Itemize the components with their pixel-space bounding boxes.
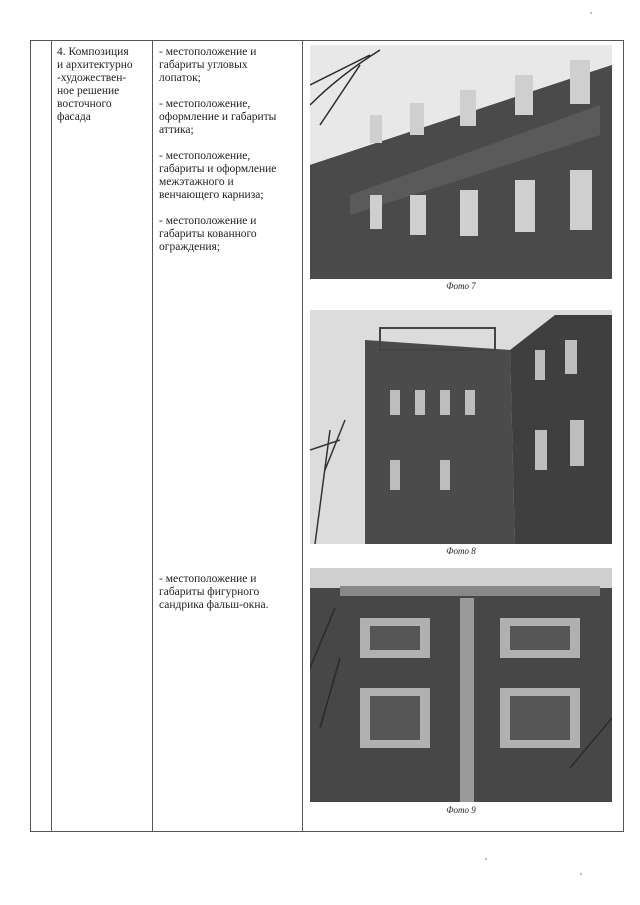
scan-speck (485, 858, 487, 860)
protected-items-list: - местоположение и габариты угловых лопаток; - местоположение, оформление и габариты аттика; - местоположение, габариты и оформление межэтажного и венчающего карниза; - местоположение и габариты кованного ограждения; (159, 46, 277, 253)
photo-8-caption: Фото 8 (446, 546, 476, 556)
element-title: 4. Композиция и архитектурно -художествен- ное решение восточного фасада (57, 46, 133, 123)
protected-items-list-2: - местоположение и габариты фигурного сандрика фальш-окна. (159, 573, 269, 611)
facade-photo-8 (310, 310, 612, 544)
photo-9-caption: Фото 9 (446, 805, 476, 815)
facade-photo-9 (310, 568, 612, 802)
column-divider (152, 41, 153, 831)
facade-photo-7 (310, 45, 612, 279)
photo-7-caption: Фото 7 (446, 281, 476, 291)
document-table (30, 40, 624, 832)
column-divider (51, 41, 52, 831)
column-divider (302, 41, 303, 831)
scan-speck (580, 873, 582, 875)
scan-speck (590, 12, 592, 14)
